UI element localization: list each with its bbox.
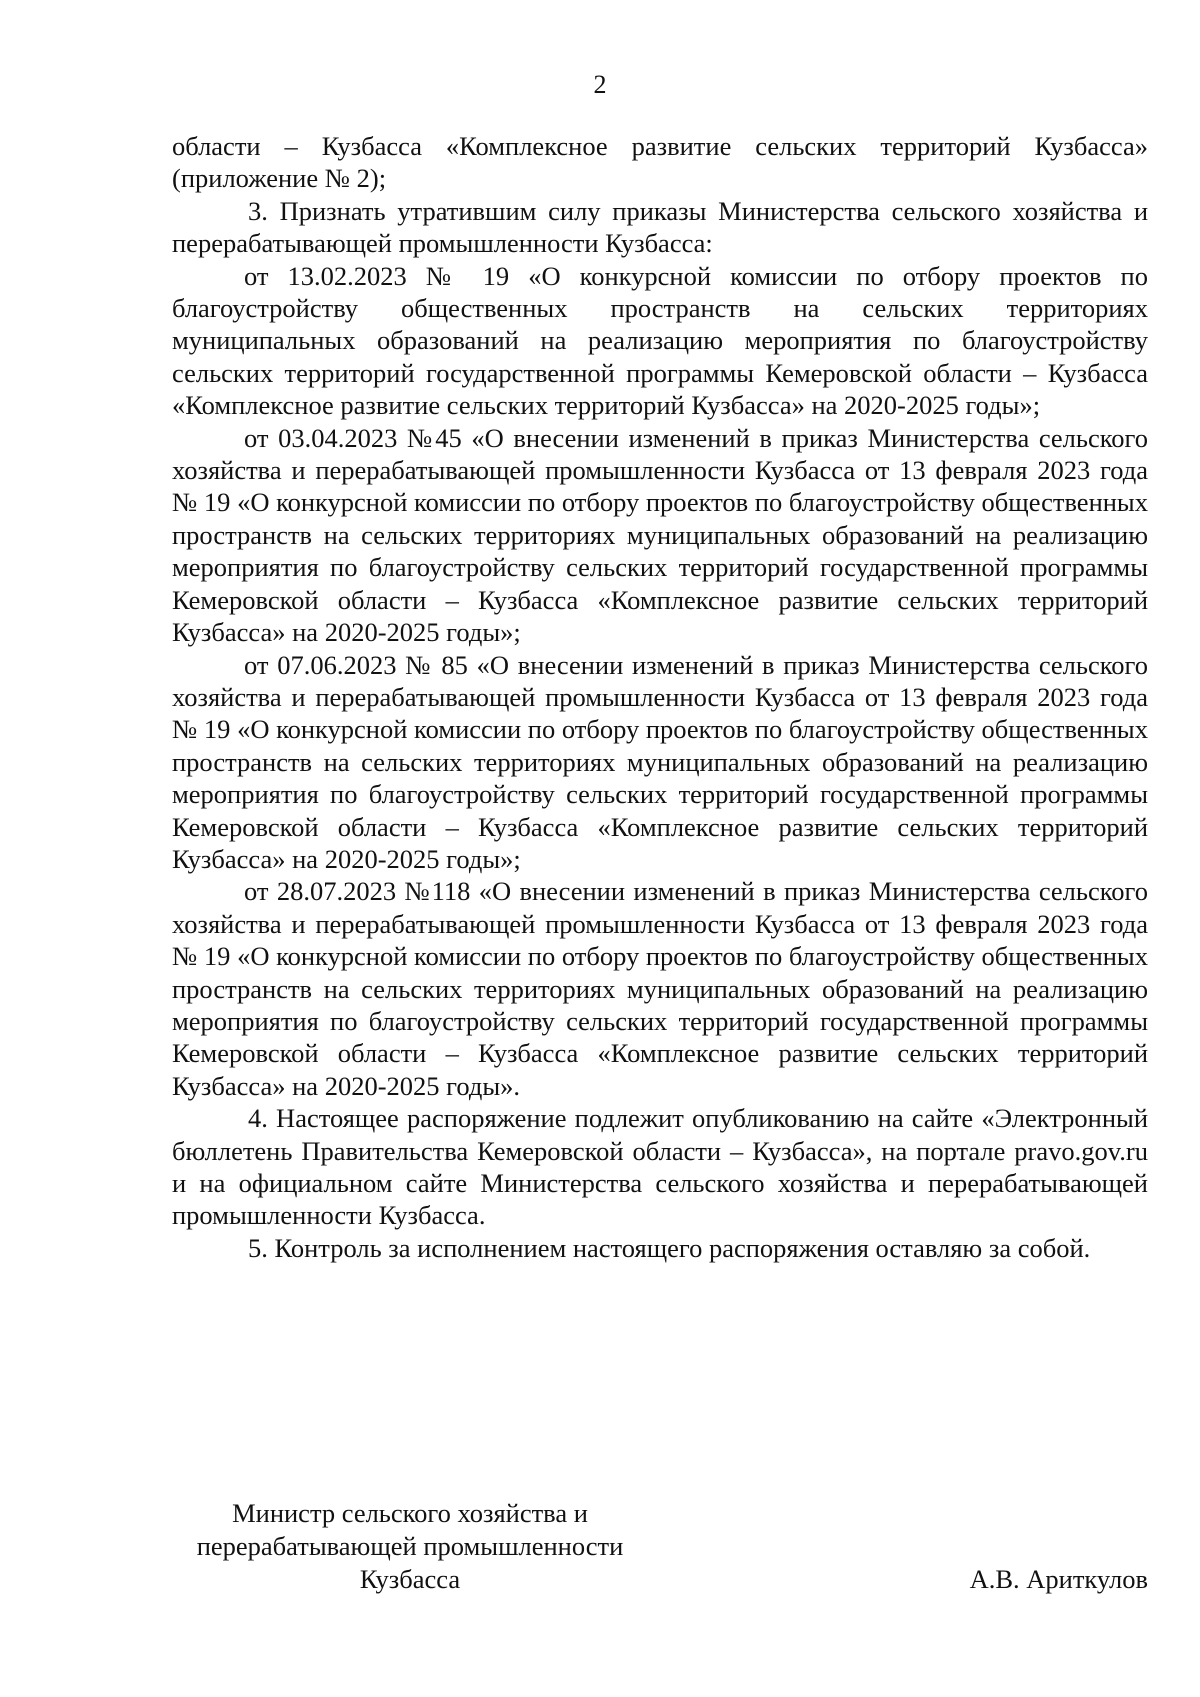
paragraph-order-118: от 28.07.2023 №118 «О внесении изменений в приказ Министерства сельского хозяйства и перерабатывающей промышленности Кузбасса от 13 февраля 2023 года № 19 «О конкурсной комиссии по отбору проектов по благоустройству общественных пространств на сельских территориях муниципальных образований на реализацию мероприятия по благоустройству сельских территорий государственной программы Кемеровской области – Кузбасса «Комплексное развитие сельских территорий Кузбасса» на 2020-2025 годы». [172,876,1148,1101]
document-body [172,130,1148,1264]
paragraph-order-45: от 03.04.2023 №45 «О внесении изменений в приказ Министерства сельского хозяйства и перерабатывающей промышленности Кузбасса от 13 февраля 2023 года № 19 «О конкурсной комиссии по отбору проектов по благоустройству общественных пространств на сельских территориях муниципальных образований на реализацию мероприятия по благоустройству сельских территорий государственной программы Кемеровской области – Кузбасса «Комплексное развитие сельских территорий Кузбасса» на 2020-2025 годы»; [172,422,1148,648]
paragraph-item-3: 3. Признать утратившим силу приказы Министерства сельского хозяйства и перерабатывающей промышленности Кузбасса: [172,195,1148,259]
paragraph-order-85: от 07.06.2023 № 85 «О внесении изменений в приказ Министерства сельского хозяйства и перерабатывающей промышленности Кузбасса от 13 февраля 2023 года № 19 «О конкурсной комиссии по отбору проектов по благоустройству общественных пространств на сельских территориях муниципальных образований на реализацию мероприятия по благоустройству сельских территорий государственной программы Кемеровской области – Кузбасса «Комплексное развитие сельских территорий Кузбасса» на 2020-2025 годы»; [172,649,1148,874]
paragraph-item-5: 5. Контроль за исполнением настоящего распоряжения оставляю за собой. [248,1232,1091,1263]
signature-position-line-1: Министр сельского хозяйства и [232,1498,588,1528]
signature-name: А.В. Ариткулов [969,1564,1148,1594]
page-number: 2 [593,70,607,99]
paragraph-order-19: от 13.02.2023 № 19 «О конкурсной комиссии по отбору проектов по благоустройству общественных пространств на сельских территориях муниципальных образований на реализацию мероприятия по благоустройству сельских территорий государственной программы Кемеровской области – Кузбасса «Комплексное развитие сельских территорий Кузбасса» на 2020-2025 годы»; [172,260,1148,421]
paragraph-item-4: 4. Настоящее распоряжение подлежит опубликованию на сайте «Электронный бюллетень Правительства Кемеровской области – Кузбасса», на портале pravo.gov.ru и на официальном сайте Министерства сельского хозяйства и перерабатывающей промышленности Кузбасса. [172,1103,1148,1231]
signature-position-line-3: Кузбасса [359,1564,461,1594]
signature-position [150,1497,670,1596]
paragraph-continuation: области – Кузбасса «Комплексное развитие сельских территорий Кузбасса» (приложение № 2); [172,131,1148,194]
signature-position-line-2: перерабатывающей промышленности [196,1531,624,1561]
